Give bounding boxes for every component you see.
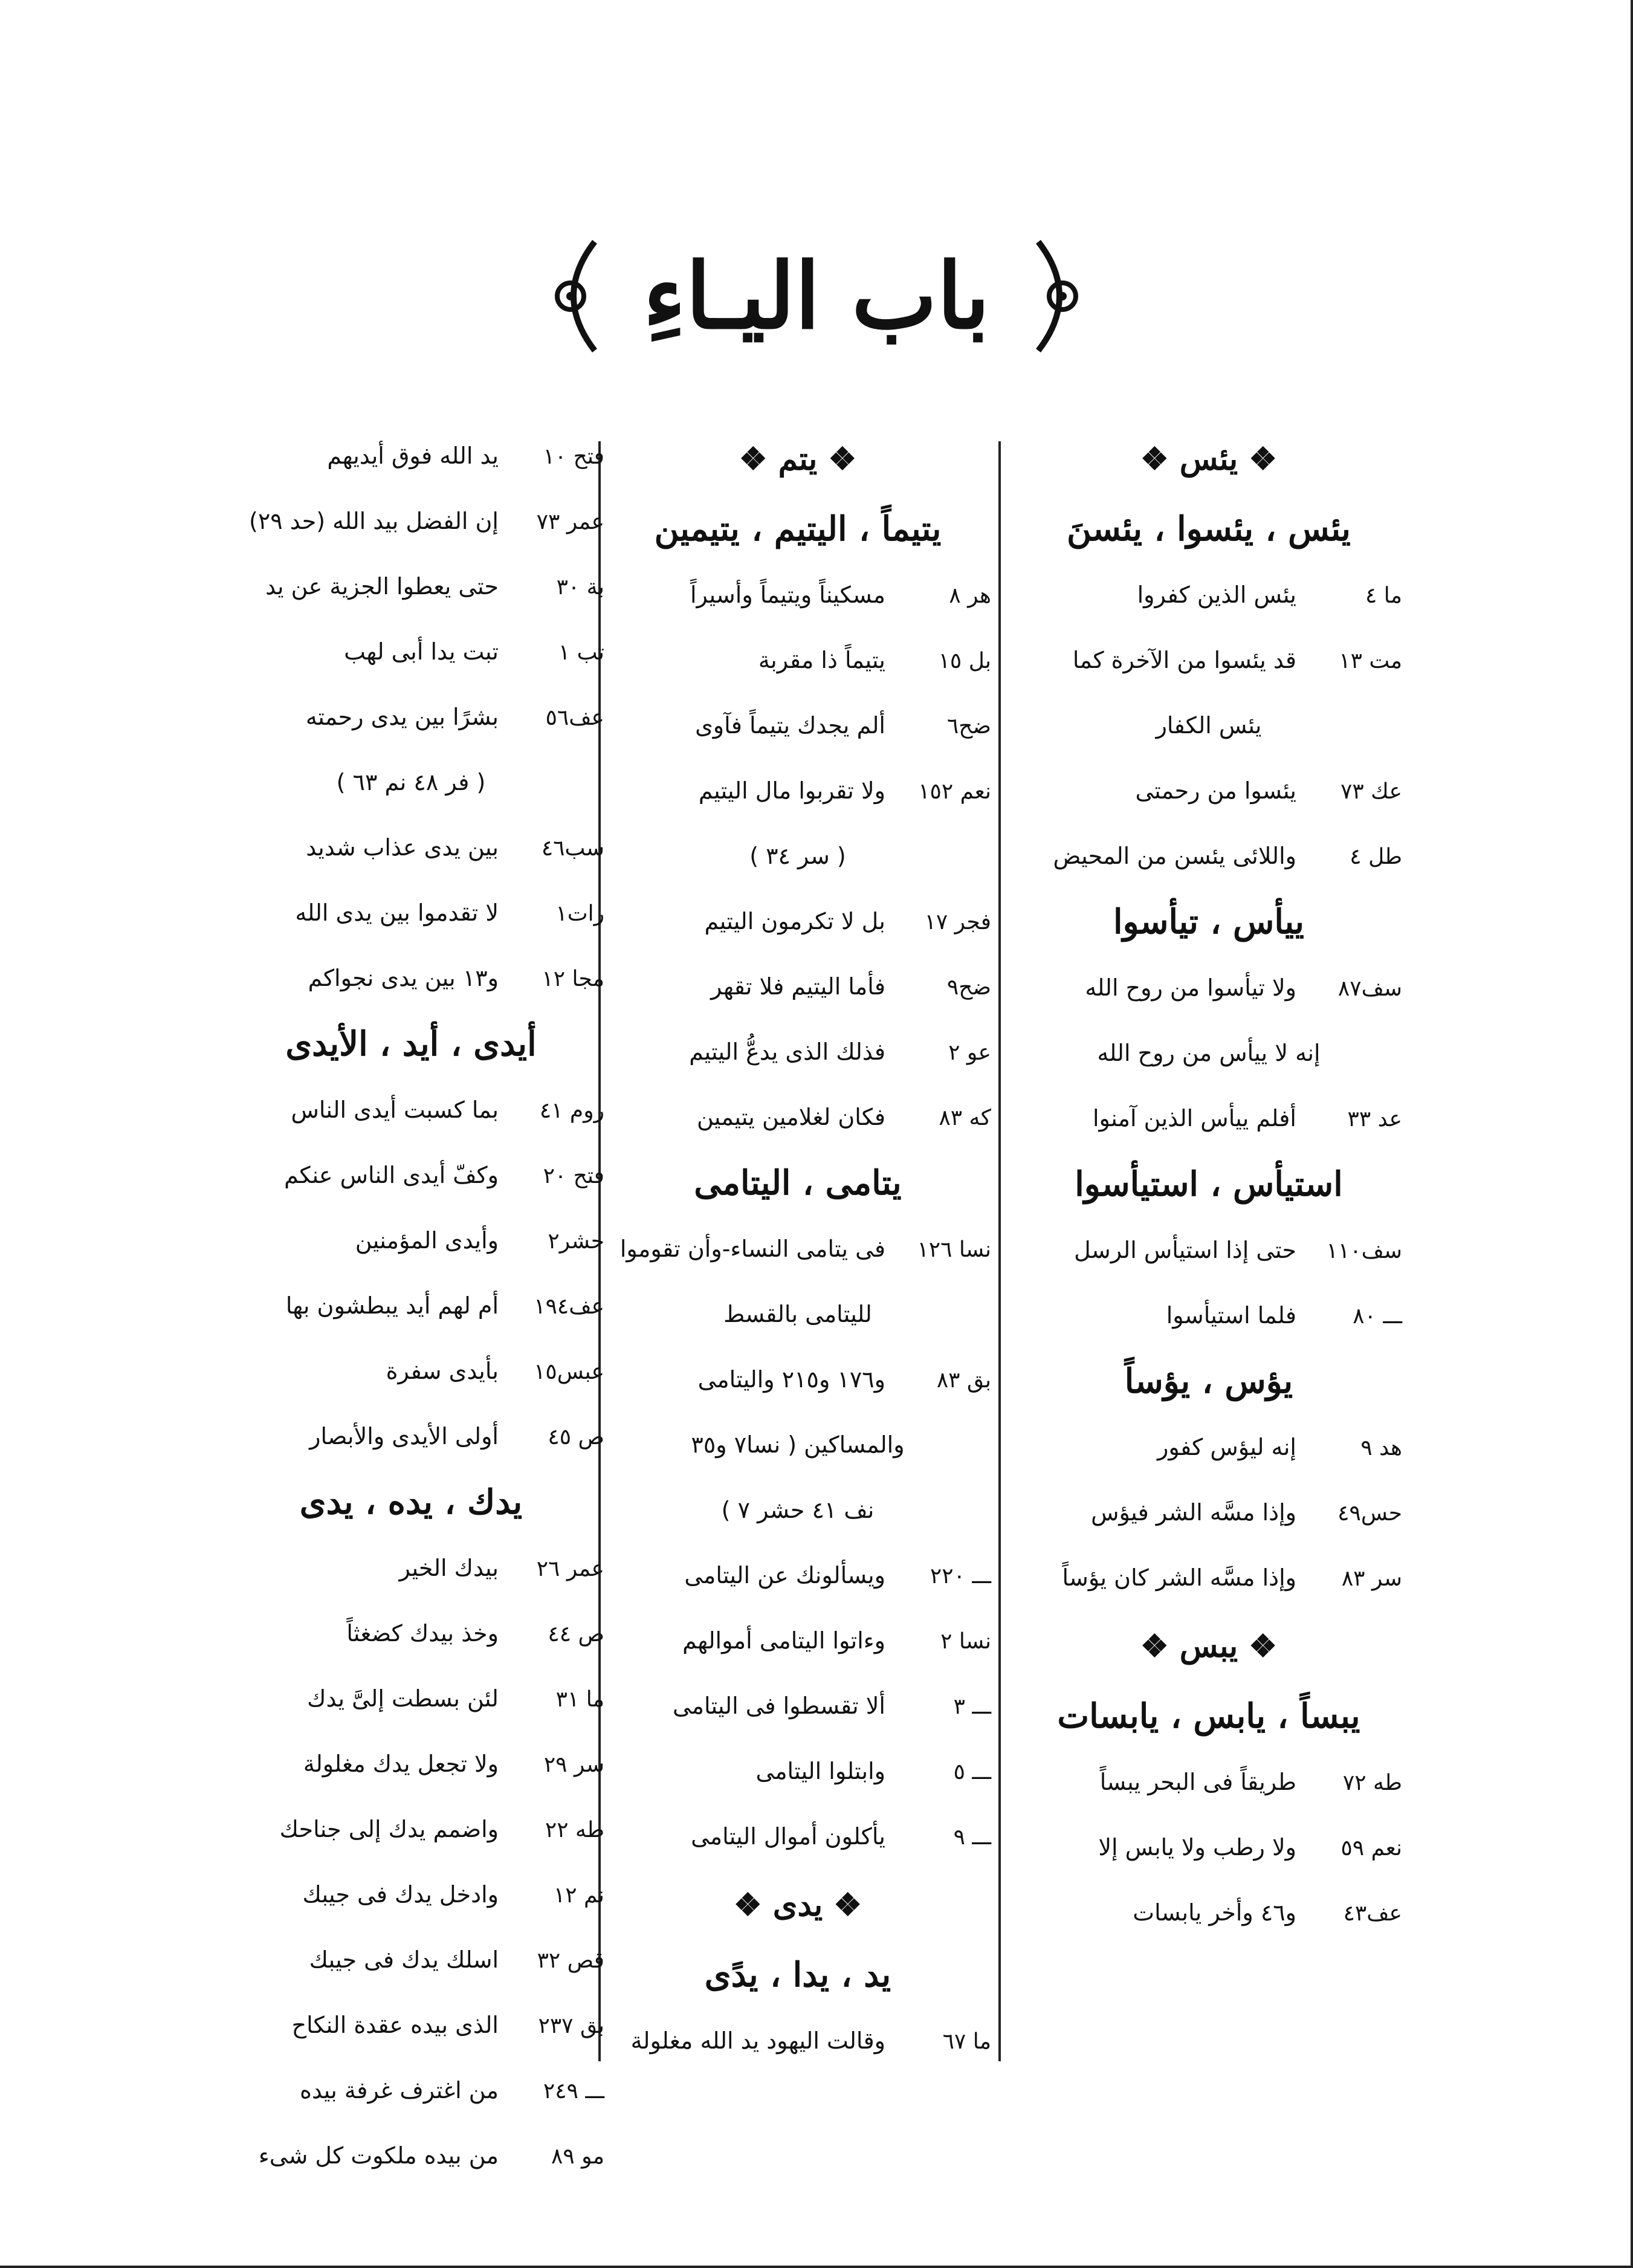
left-column xyxy=(218,423,604,2169)
list-item: ما ٤ يئس الذين كفروا xyxy=(1137,582,1402,608)
list-item: نسا ٢ وءاتوا اليتامى أموالهم xyxy=(682,1627,991,1654)
section-heading: يتيماً ، اليتيم ، يتيمين xyxy=(654,509,942,549)
root-heading: ❖ يئس ❖ xyxy=(1140,441,1277,478)
section-heading: يئس ، يئسوا ، يئسنَ xyxy=(1066,509,1351,549)
section-heading: يؤس ، يؤساً xyxy=(1124,1361,1293,1401)
list-item: فتح ١٠ يد الله فوق أيديهم xyxy=(327,442,604,469)
page-header xyxy=(0,230,1633,363)
section-heading: استيأس ، استيأسوا xyxy=(1075,1164,1343,1204)
list-item: مجا ١٢ و١٣ بين يدى نجواكم xyxy=(308,965,604,991)
list-item: تب ١ تبت يدا أبى لهب xyxy=(344,638,604,665)
list-item: فتح ٢٠ وكفّ أيدى الناس عنكم xyxy=(284,1162,604,1188)
list-item: حس٤٩ وإذا مسَّه الشر فيؤس xyxy=(1091,1499,1402,1526)
list-item: ما ٦٧ وقالت اليهود يد الله مغلولة xyxy=(630,2027,991,2054)
list-item: عمر ٢٦ بيدك الخير xyxy=(399,1555,604,1581)
list-item: كه ٨٣ فكان لغلامين يتيمين xyxy=(697,1104,991,1130)
list-item: بق ٨٣ و١٧٦ و٢١٥ واليتامى xyxy=(697,1366,991,1393)
list-item: بل ١٥ يتيماً ذا مقربة xyxy=(758,647,991,673)
list-item: طه ٧٢ طريقاً فى البحر يبساً xyxy=(1099,1769,1402,1795)
list-item: سر ٢٩ ولا تجعل يدك مغلولة xyxy=(303,1751,604,1777)
list-item: قص ٣٢ اسلك يدك فى جيبك xyxy=(309,1946,604,1973)
list-item: عد ٣٣ أفلم ييأس الذين آمنوا xyxy=(1093,1105,1402,1132)
section-heading: ييأس ، تيأسوا xyxy=(1113,902,1304,942)
list-item: ـــ ٢٢٠ ويسألونك عن اليتامى xyxy=(684,1562,991,1589)
list-item: ص ٤٤ وخذ بيدك كضغثاً xyxy=(346,1620,604,1647)
list-item: حشر٢ وأيدى المؤمنين xyxy=(355,1227,604,1254)
list-item: عف٤٣ و٤٦ وأخر يابسات xyxy=(1133,1899,1402,1926)
list-item: سر ٨٣ وإذا مسَّه الشر كان يؤساً xyxy=(1062,1564,1402,1591)
list-item-continuation: نف ٤١ حشر ٧ ) xyxy=(721,1497,875,1523)
middle-column xyxy=(604,423,991,2091)
list-item: هد ٩ إنه ليؤس كفور xyxy=(1157,1434,1402,1460)
list-item: مت ١٣ قد يئسوا من الآخرة كما xyxy=(1072,647,1402,673)
section-heading: يد ، يدا ، يدًى xyxy=(704,1955,891,1995)
list-item-continuation: والمساكين ( نسا٧ و٣٥ xyxy=(691,1431,905,1458)
list-item: عك ٧٣ يئسوا من رحمتى xyxy=(1135,777,1402,804)
list-item: ـــ ٢٤٩ من اغترف غرفة بيده xyxy=(299,2077,604,2104)
list-item-continuation: لليتامى بالقسط xyxy=(723,1301,872,1327)
list-item: عبس١٥ بأيدى سفرة xyxy=(386,1358,604,1384)
list-item: ما ٣١ لئن بسطت إلىَّ يدك xyxy=(307,1685,604,1712)
list-item-continuation: يئس الكفار xyxy=(1156,712,1262,739)
list-item-continuation: ( فر ٤٨ نم ٦٣ ) xyxy=(336,769,486,795)
ornament-left-icon xyxy=(540,236,607,357)
list-item: رات١ لا تقدموا بين يدى الله xyxy=(295,899,604,926)
section-heading: يتامى ، اليتامى xyxy=(694,1163,902,1203)
root-heading: ❖ يتم ❖ xyxy=(739,441,857,478)
list-item: ص ٤٥ أولى الأيدى والأبصار xyxy=(309,1423,604,1450)
section-heading: يبساً ، يابس ، يابسات xyxy=(1057,1696,1360,1736)
root-heading: ❖ يدى ❖ xyxy=(734,1887,862,1923)
right-column xyxy=(1015,423,1402,2091)
section-heading: يدك ، يده ، يدى xyxy=(299,1482,523,1522)
list-item: ضح٦ ألم يجدك يتيماً فآوى xyxy=(695,712,991,739)
list-item: عف١٩٤ أم لهم أيد يبطشون بها xyxy=(285,1292,604,1319)
list-item: سف٨٧ ولا تيأسوا من روح الله xyxy=(1085,974,1402,1001)
list-item: نم ١٢ وادخل يدك فى جيبك xyxy=(302,1881,604,1908)
list-item-continuation: ( سر ٣٤ ) xyxy=(749,843,846,869)
list-item: نسا ١٢٦ فى يتامى النساء-وأن تقوموا xyxy=(619,1236,991,1262)
root-heading: ❖ يبس ❖ xyxy=(1140,1628,1277,1665)
page-title: باب اليـاءِ xyxy=(643,243,990,349)
list-item-continuation: إنه لا ييأس من روح الله xyxy=(1097,1040,1321,1066)
section-heading: أيدى ، أيد ، الأيدى xyxy=(285,1024,537,1064)
list-item: مو ٨٩ من بيده ملكوت كل شىء xyxy=(258,2142,604,2169)
list-item: بق ٢٣٧ الذى بيده عقدة النكاح xyxy=(291,2012,604,2038)
list-item: عمر ٧٣ إن الفضل بيد الله (حد ٢٩) xyxy=(249,508,604,534)
list-item: ـــ ٥ وابتلوا اليتامى xyxy=(755,1758,991,1784)
list-item: سف١١٠ حتى إذا استيأس الرسل xyxy=(1074,1237,1402,1263)
list-item: سب٤٦ بين يدى عذاب شديد xyxy=(306,834,604,861)
list-item: بة ٣٠ حتى يعطوا الجزية عن يد xyxy=(265,573,604,600)
list-item: طل ٤ واللائى يئسن من المحيض xyxy=(1053,843,1402,869)
list-item: ـــ ٨٠ فلما استيأسوا xyxy=(1166,1302,1402,1329)
list-item: روم ٤١ بما كسبت أيدى الناس xyxy=(291,1097,604,1123)
list-item: عف٥٦ بشرًا بين يدى رحمته xyxy=(305,704,604,730)
column-divider-right xyxy=(998,441,1001,2061)
ornament-right-icon xyxy=(1026,236,1093,357)
list-item: عو ٢ فذلك الذى يدعُّ اليتيم xyxy=(689,1038,991,1065)
list-item: ضح٩ فأما اليتيم فلا تقهر xyxy=(711,973,991,1000)
list-item: نعم ١٥٢ ولا تقربوا مال اليتيم xyxy=(698,777,991,804)
list-item: نعم ٥٩ ولا رطب ولا يابس إلا xyxy=(1098,1834,1402,1861)
list-item: فجر ١٧ بل لا تكرمون اليتيم xyxy=(704,908,991,935)
list-item: طه ٢٢ واضمم يدك إلى جناحك xyxy=(279,1816,604,1842)
list-item: ـــ ٩ يأكلون أموال اليتامى xyxy=(691,1823,991,1850)
list-item: ـــ ٣ ألا تقسطوا فى اليتامى xyxy=(672,1693,991,1719)
list-item: هر ٨ مسكيناً ويتيماً وأسيراً xyxy=(690,582,991,608)
